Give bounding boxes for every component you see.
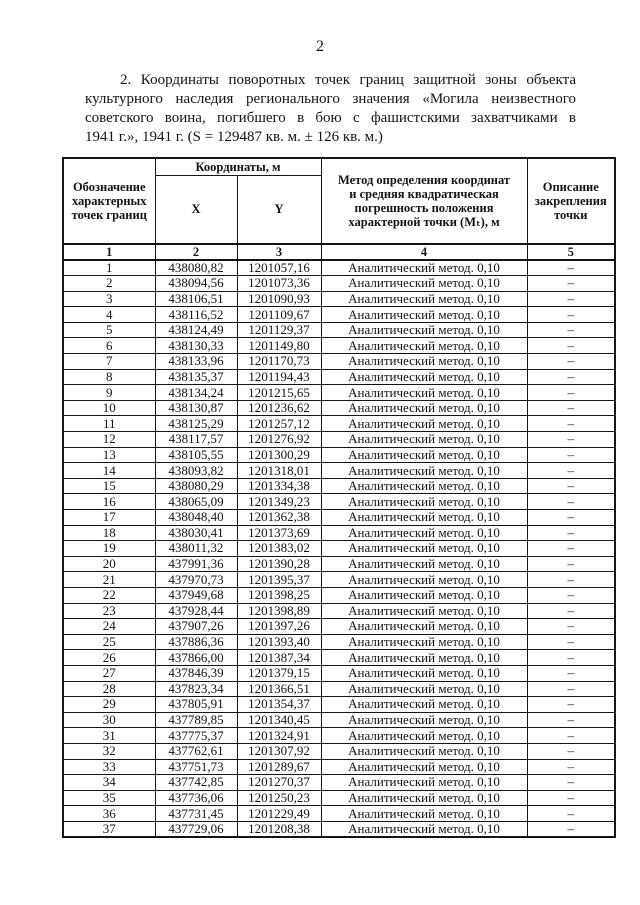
x-coordinate-cell: 438048,40 (155, 510, 237, 526)
table-row (63, 478, 615, 494)
y-coordinate-cell: 1201250,23 (237, 790, 321, 806)
x-coordinate-cell: 438124,49 (155, 322, 237, 338)
y-header: Y (237, 175, 321, 244)
x-coordinate-cell: 437789,85 (155, 712, 237, 728)
fixing-description-cell: – (527, 447, 615, 463)
method-cell: Аналитический метод. 0,10 (321, 510, 527, 526)
y-coordinate-cell: 1201229,49 (237, 806, 321, 822)
point-number-cell: 4 (63, 307, 155, 323)
y-coordinate-cell: 1201324,91 (237, 728, 321, 744)
coordinates-table (62, 157, 616, 838)
table-row (63, 338, 615, 354)
y-coordinate-cell: 1201318,01 (237, 463, 321, 479)
page-number: 2 (316, 38, 324, 55)
column-number-row (63, 244, 615, 260)
point-number-cell: 22 (63, 587, 155, 603)
fixing-description-cell: – (527, 650, 615, 666)
fixing-description-cell: – (527, 385, 615, 401)
point-designation-header (63, 158, 155, 244)
header-line: закрепления (534, 194, 607, 208)
method-cell: Аналитический метод. 0,10 (321, 307, 527, 323)
table-row (63, 634, 615, 650)
method-cell: Аналитический метод. 0,10 (321, 821, 527, 837)
y-coordinate-cell: 1201208,38 (237, 821, 321, 837)
x-coordinate-cell: 438117,57 (155, 432, 237, 448)
table-row (63, 510, 615, 526)
x-coordinate-cell: 437736,06 (155, 790, 237, 806)
method-cell: Аналитический метод. 0,10 (321, 260, 527, 276)
table-row (63, 728, 615, 744)
method-cell: Аналитический метод. 0,10 (321, 743, 527, 759)
point-number-cell: 10 (63, 400, 155, 416)
table-row (63, 806, 615, 822)
x-coordinate-cell: 438080,82 (155, 260, 237, 276)
method-cell: Аналитический метод. 0,10 (321, 322, 527, 338)
method-cell: Аналитический метод. 0,10 (321, 759, 527, 775)
x-coordinate-cell: 438094,56 (155, 276, 237, 292)
x-coordinate-cell: 438030,41 (155, 525, 237, 541)
fixing-description-cell: – (527, 432, 615, 448)
table-row (63, 291, 615, 307)
method-cell: Аналитический метод. 0,10 (321, 681, 527, 697)
point-number-cell: 21 (63, 572, 155, 588)
method-cell: Аналитический метод. 0,10 (321, 525, 527, 541)
fixing-description-cell: – (527, 728, 615, 744)
fixing-description-cell: – (527, 322, 615, 338)
x-coordinate-cell: 437762,61 (155, 743, 237, 759)
fixing-description-cell: – (527, 712, 615, 728)
header-line: Обозначение (72, 180, 146, 194)
fixing-description-cell: – (527, 665, 615, 681)
x-coordinate-cell: 437886,36 (155, 634, 237, 650)
y-coordinate-cell: 1201398,25 (237, 587, 321, 603)
x-coordinate-cell: 438133,96 (155, 354, 237, 370)
y-coordinate-cell: 1201340,45 (237, 712, 321, 728)
method-cell: Аналитический метод. 0,10 (321, 587, 527, 603)
column-number: 1 (63, 244, 155, 260)
x-coordinate-cell: 438080,29 (155, 478, 237, 494)
table-row (63, 260, 615, 276)
point-number-cell: 35 (63, 790, 155, 806)
point-number-cell: 18 (63, 525, 155, 541)
table-row (63, 603, 615, 619)
table-row (63, 650, 615, 666)
table-row (63, 759, 615, 775)
y-coordinate-cell: 1201257,12 (237, 416, 321, 432)
fixing-description-header (527, 158, 615, 244)
fixing-description-cell: – (527, 541, 615, 557)
y-coordinate-cell: 1201057,16 (237, 260, 321, 276)
table-row (63, 790, 615, 806)
method-cell: Аналитический метод. 0,10 (321, 603, 527, 619)
point-number-cell: 31 (63, 728, 155, 744)
x-coordinate-cell: 437949,68 (155, 587, 237, 603)
fixing-description-cell: – (527, 775, 615, 791)
x-coordinate-cell: 438130,33 (155, 338, 237, 354)
table-row (63, 276, 615, 292)
y-coordinate-cell: 1201387,34 (237, 650, 321, 666)
point-number-cell: 37 (63, 821, 155, 837)
fixing-description-cell: – (527, 369, 615, 385)
section-heading-paragraph (85, 71, 576, 147)
table-row (63, 369, 615, 385)
x-coordinate-cell: 437823,34 (155, 681, 237, 697)
y-coordinate-cell: 1201270,37 (237, 775, 321, 791)
y-coordinate-cell: 1201109,67 (237, 307, 321, 323)
header-line: точек границ (71, 208, 147, 222)
method-cell: Аналитический метод. 0,10 (321, 634, 527, 650)
fixing-description-cell: – (527, 790, 615, 806)
x-coordinate-cell: 437805,91 (155, 697, 237, 713)
x-coordinate-cell: 438106,51 (155, 291, 237, 307)
y-coordinate-cell: 1201398,89 (237, 603, 321, 619)
fixing-description-cell: – (527, 759, 615, 775)
fixing-description-cell: – (527, 478, 615, 494)
fixing-description-cell: – (527, 681, 615, 697)
x-coordinate-cell: 437751,73 (155, 759, 237, 775)
method-cell: Аналитический метод. 0,10 (321, 432, 527, 448)
column-number: 3 (237, 244, 321, 260)
point-number-cell: 32 (63, 743, 155, 759)
point-number-cell: 29 (63, 697, 155, 713)
fixing-description-cell: – (527, 525, 615, 541)
method-cell: Аналитический метод. 0,10 (321, 541, 527, 557)
x-coordinate-cell: 438134,24 (155, 385, 237, 401)
paragraph-line: 1941 г.», 1941 г. (S = 129487 кв. м. ± 126 кв. м.) (85, 129, 383, 145)
point-number-cell: 13 (63, 447, 155, 463)
x-coordinate-cell: 438093,82 (155, 463, 237, 479)
method-cell: Аналитический метод. 0,10 (321, 775, 527, 791)
point-number-cell: 6 (63, 338, 155, 354)
table-row (63, 400, 615, 416)
x-coordinate-cell: 438130,87 (155, 400, 237, 416)
y-coordinate-cell: 1201236,62 (237, 400, 321, 416)
method-cell: Аналитический метод. 0,10 (321, 400, 527, 416)
table-row (63, 619, 615, 635)
y-coordinate-cell: 1201276,92 (237, 432, 321, 448)
method-cell: Аналитический метод. 0,10 (321, 369, 527, 385)
table-row (63, 665, 615, 681)
table-body (63, 260, 615, 837)
table-row (63, 525, 615, 541)
point-number-cell: 3 (63, 291, 155, 307)
column-number: 4 (321, 244, 527, 260)
point-number-cell: 20 (63, 556, 155, 572)
y-coordinate-cell: 1201373,69 (237, 525, 321, 541)
header-line: характерной точки (Mₜ), м (348, 215, 500, 229)
table-row (63, 587, 615, 603)
fixing-description-cell: – (527, 634, 615, 650)
column-number: 2 (155, 244, 237, 260)
method-cell: Аналитический метод. 0,10 (321, 572, 527, 588)
fixing-description-cell: – (527, 587, 615, 603)
point-number-cell: 5 (63, 322, 155, 338)
table-row (63, 463, 615, 479)
table-row (63, 541, 615, 557)
y-coordinate-cell: 1201073,36 (237, 276, 321, 292)
fixing-description-cell: – (527, 463, 615, 479)
fixing-description-cell: – (527, 291, 615, 307)
method-cell: Аналитический метод. 0,10 (321, 338, 527, 354)
method-cell: Аналитический метод. 0,10 (321, 416, 527, 432)
point-number-cell: 34 (63, 775, 155, 791)
method-cell: Аналитический метод. 0,10 (321, 447, 527, 463)
method-cell: Аналитический метод. 0,10 (321, 276, 527, 292)
y-coordinate-cell: 1201090,93 (237, 291, 321, 307)
y-coordinate-cell: 1201354,37 (237, 697, 321, 713)
y-coordinate-cell: 1201395,37 (237, 572, 321, 588)
y-coordinate-cell: 1201334,38 (237, 478, 321, 494)
table-row (63, 307, 615, 323)
table-row (63, 494, 615, 510)
table-row (63, 556, 615, 572)
fixing-description-cell: – (527, 307, 615, 323)
point-number-cell: 1 (63, 260, 155, 276)
table-row (63, 572, 615, 588)
point-number-cell: 26 (63, 650, 155, 666)
paragraph-line: советского воина, погибшего в бою с фашистскими захватчиками в (85, 110, 576, 126)
fixing-description-cell: – (527, 416, 615, 432)
point-number-cell: 2 (63, 276, 155, 292)
header-line: характерных (71, 194, 147, 208)
point-number-cell: 24 (63, 619, 155, 635)
method-cell: Аналитический метод. 0,10 (321, 806, 527, 822)
fixing-description-cell: – (527, 556, 615, 572)
column-number: 5 (527, 244, 615, 260)
y-coordinate-cell: 1201393,40 (237, 634, 321, 650)
y-coordinate-cell: 1201170,73 (237, 354, 321, 370)
paragraph-line: 2. Координаты поворотных точек границ защитной зоны объекта (120, 72, 576, 88)
method-cell: Аналитический метод. 0,10 (321, 712, 527, 728)
point-number-cell: 12 (63, 432, 155, 448)
fixing-description-cell: – (527, 619, 615, 635)
point-number-cell: 19 (63, 541, 155, 557)
point-number-cell: 17 (63, 510, 155, 526)
method-cell: Аналитический метод. 0,10 (321, 665, 527, 681)
table-row (63, 681, 615, 697)
y-coordinate-cell: 1201215,65 (237, 385, 321, 401)
point-number-cell: 11 (63, 416, 155, 432)
y-coordinate-cell: 1201390,28 (237, 556, 321, 572)
x-coordinate-cell: 438105,55 (155, 447, 237, 463)
point-number-cell: 28 (63, 681, 155, 697)
method-header (321, 158, 527, 244)
table-row (63, 322, 615, 338)
fixing-description-cell: – (527, 494, 615, 510)
point-number-cell: 23 (63, 603, 155, 619)
y-coordinate-cell: 1201300,29 (237, 447, 321, 463)
x-coordinate-cell: 437970,73 (155, 572, 237, 588)
x-coordinate-cell: 437907,26 (155, 619, 237, 635)
method-cell: Аналитический метод. 0,10 (321, 494, 527, 510)
x-coordinate-cell: 437731,45 (155, 806, 237, 822)
method-cell: Аналитический метод. 0,10 (321, 697, 527, 713)
table-row (63, 432, 615, 448)
fixing-description-cell: – (527, 338, 615, 354)
header-line: Описание (542, 180, 599, 194)
y-coordinate-cell: 1201194,43 (237, 369, 321, 385)
method-cell: Аналитический метод. 0,10 (321, 385, 527, 401)
method-cell: Аналитический метод. 0,10 (321, 619, 527, 635)
table-row (63, 416, 615, 432)
table-row (63, 821, 615, 837)
fixing-description-cell: – (527, 572, 615, 588)
method-cell: Аналитический метод. 0,10 (321, 556, 527, 572)
fixing-description-cell: – (527, 276, 615, 292)
fixing-description-cell: – (527, 603, 615, 619)
method-cell: Аналитический метод. 0,10 (321, 354, 527, 370)
fixing-description-cell: – (527, 821, 615, 837)
x-coordinate-cell: 438011,32 (155, 541, 237, 557)
y-coordinate-cell: 1201366,51 (237, 681, 321, 697)
x-coordinate-cell: 438125,29 (155, 416, 237, 432)
fixing-description-cell: – (527, 697, 615, 713)
point-number-cell: 9 (63, 385, 155, 401)
fixing-description-cell: – (527, 400, 615, 416)
point-number-cell: 36 (63, 806, 155, 822)
table-row (63, 712, 615, 728)
fixing-description-cell: – (527, 354, 615, 370)
x-coordinate-cell: 437729,06 (155, 821, 237, 837)
coordinates-header: Координаты, м (155, 158, 321, 175)
x-coordinate-cell: 437866,00 (155, 650, 237, 666)
x-coordinate-cell: 437928,44 (155, 603, 237, 619)
point-number-cell: 25 (63, 634, 155, 650)
method-cell: Аналитический метод. 0,10 (321, 478, 527, 494)
y-coordinate-cell: 1201362,38 (237, 510, 321, 526)
point-number-cell: 15 (63, 478, 155, 494)
table-row (63, 447, 615, 463)
y-coordinate-cell: 1201349,23 (237, 494, 321, 510)
table-header-row (63, 158, 615, 175)
x-coordinate-cell: 438065,09 (155, 494, 237, 510)
method-cell: Аналитический метод. 0,10 (321, 728, 527, 744)
fixing-description-cell: – (527, 510, 615, 526)
y-coordinate-cell: 1201129,37 (237, 322, 321, 338)
fixing-description-cell: – (527, 260, 615, 276)
header-line: Метод определения координат (337, 173, 511, 187)
fixing-description-cell: – (527, 806, 615, 822)
method-cell: Аналитический метод. 0,10 (321, 463, 527, 479)
y-coordinate-cell: 1201307,92 (237, 743, 321, 759)
point-number-cell: 14 (63, 463, 155, 479)
x-coordinate-cell: 437742,85 (155, 775, 237, 791)
fixing-description-cell: – (527, 743, 615, 759)
paragraph-line: культурного наследия регионального значения «Могила неизвестного (85, 91, 576, 107)
method-cell: Аналитический метод. 0,10 (321, 291, 527, 307)
y-coordinate-cell: 1201383,02 (237, 541, 321, 557)
table-row (63, 743, 615, 759)
x-coordinate-cell: 437846,39 (155, 665, 237, 681)
table-row (63, 385, 615, 401)
header-line: точки (554, 208, 588, 222)
method-cell: Аналитический метод. 0,10 (321, 790, 527, 806)
point-number-cell: 16 (63, 494, 155, 510)
y-coordinate-cell: 1201397,26 (237, 619, 321, 635)
point-number-cell: 7 (63, 354, 155, 370)
point-number-cell: 33 (63, 759, 155, 775)
y-coordinate-cell: 1201379,15 (237, 665, 321, 681)
table-row (63, 775, 615, 791)
y-coordinate-cell: 1201289,67 (237, 759, 321, 775)
method-cell: Аналитический метод. 0,10 (321, 650, 527, 666)
table-row (63, 354, 615, 370)
x-header: X (155, 175, 237, 244)
header-line: погрешность положения (354, 201, 494, 215)
table-row (63, 697, 615, 713)
point-number-cell: 27 (63, 665, 155, 681)
x-coordinate-cell: 438116,52 (155, 307, 237, 323)
x-coordinate-cell: 437991,36 (155, 556, 237, 572)
x-coordinate-cell: 438135,37 (155, 369, 237, 385)
x-coordinate-cell: 437775,37 (155, 728, 237, 744)
point-number-cell: 8 (63, 369, 155, 385)
header-line: и средняя квадратическая (349, 187, 499, 201)
y-coordinate-cell: 1201149,80 (237, 338, 321, 354)
point-number-cell: 30 (63, 712, 155, 728)
